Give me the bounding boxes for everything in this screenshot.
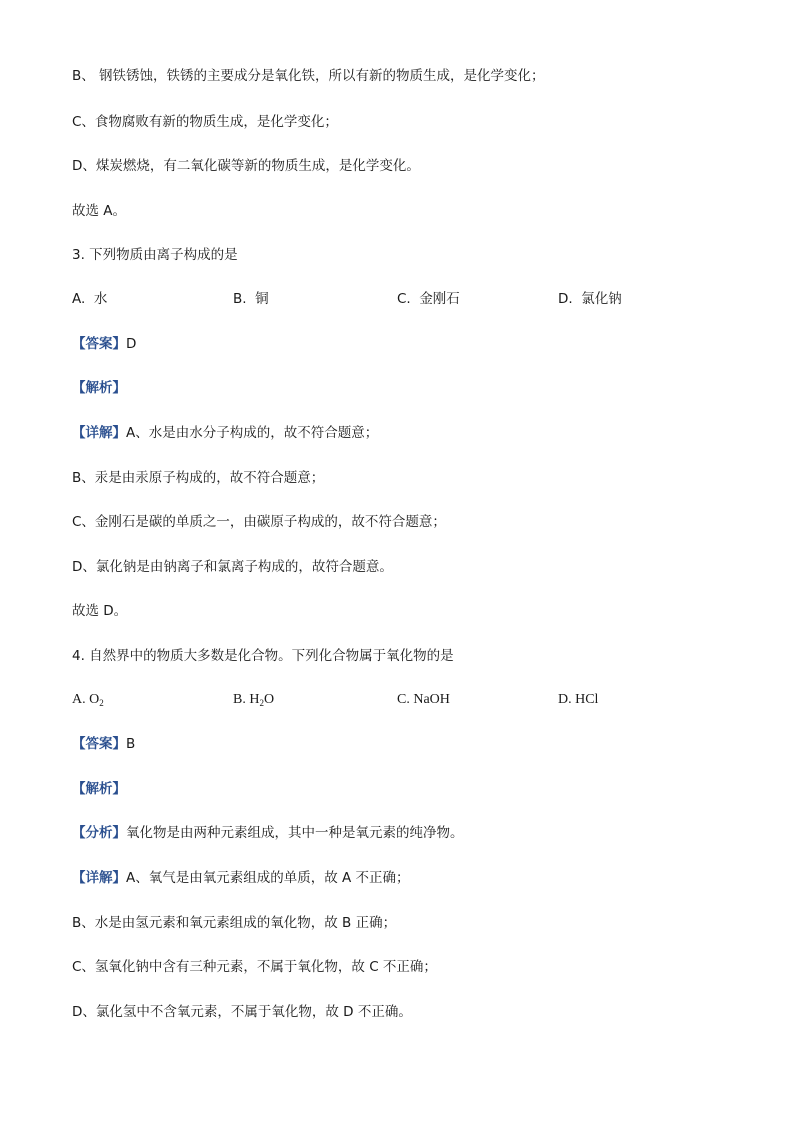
fenxi-text: 氧化物是由两种元素组成，其中一种是氧元素的纯净物。 bbox=[126, 825, 464, 841]
q3-analysis-heading bbox=[72, 379, 126, 397]
formula-main: O bbox=[89, 692, 100, 707]
analysis-tag: 【解析】 bbox=[72, 380, 126, 396]
q4-option-a bbox=[72, 691, 104, 709]
option-text: 金刚石 bbox=[419, 291, 460, 307]
option-letter: A. bbox=[72, 291, 86, 307]
option-text: 氯化钠 bbox=[581, 291, 622, 307]
option-text: 水 bbox=[93, 291, 108, 307]
q4-answer bbox=[72, 735, 135, 753]
formula-tail: O bbox=[263, 692, 275, 707]
formula-main: H bbox=[249, 692, 260, 707]
option-letter: D. bbox=[558, 291, 573, 307]
analysis-tag: 【解析】 bbox=[72, 781, 126, 797]
answer-value: D bbox=[126, 336, 137, 352]
q3-option-d bbox=[558, 290, 622, 308]
q2-option-b-explanation: B、 钢铁锈蚀，铁锈的主要成分是氧化铁，所以有新的物质生成，是化学变化； bbox=[72, 68, 545, 84]
q3-detail-b: B、汞是由汞原子构成的，故不符合题意； bbox=[72, 470, 325, 486]
q3-option-b bbox=[233, 290, 269, 308]
q3-detail-d: D、氯化钠是由钠离子和氯离子构成的，故符合题意。 bbox=[72, 559, 393, 575]
q4-stem: 4. 自然界中的物质大多数是化合物。下列化合物属于氧化物的是 bbox=[72, 648, 454, 664]
answer-tag: 【答案】 bbox=[72, 736, 126, 752]
formula-subscript: 2 bbox=[259, 698, 264, 708]
option-letter: B. bbox=[233, 692, 246, 707]
option-letter: A. bbox=[72, 692, 86, 707]
detail-tag: 【详解】 bbox=[72, 870, 126, 886]
fenxi-tag: 【分析】 bbox=[72, 825, 126, 841]
q4-option-b bbox=[233, 691, 274, 709]
q3-stem: 3. 下列物质由离子构成的是 bbox=[72, 247, 238, 263]
detail-text: A、水是由水分子构成的，故不符合题意； bbox=[126, 425, 379, 441]
q3-detail-c: C、金刚石是碳的单质之一，由碳原子构成的，故不符合题意； bbox=[72, 514, 446, 530]
option-letter: C. bbox=[397, 291, 411, 307]
answer-value: B bbox=[126, 736, 136, 752]
q4-analysis-heading bbox=[72, 780, 126, 798]
q4-detail-a bbox=[72, 869, 410, 887]
option-text: 铜 bbox=[255, 291, 269, 307]
detail-text: A、氧气是由氧元素组成的单质，故 A 不正确； bbox=[126, 870, 410, 886]
q4-option-d: D. HCl bbox=[558, 692, 599, 707]
q3-detail-a bbox=[72, 424, 378, 442]
q3-option-c bbox=[397, 290, 460, 308]
answer-tag: 【答案】 bbox=[72, 336, 126, 352]
q3-option-a bbox=[72, 290, 107, 308]
formula-subscript: 2 bbox=[99, 698, 104, 708]
detail-tag: 【详解】 bbox=[72, 425, 126, 441]
q4-option-c: C. NaOH bbox=[397, 692, 450, 707]
option-letter: B. bbox=[233, 291, 247, 307]
q4-detail-b: B、水是由氢元素和氧元素组成的氧化物，故 B 正确； bbox=[72, 915, 397, 931]
q4-fenxi bbox=[72, 824, 464, 842]
q2-option-c-explanation: C、食物腐败有新的物质生成，是化学变化； bbox=[72, 114, 338, 130]
q4-detail-d: D、氯化氢中不含氧元素，不属于氧化物，故 D 不正确。 bbox=[72, 1004, 412, 1020]
q4-detail-c: C、氢氧化钠中含有三种元素，不属于氧化物，故 C 不正确； bbox=[72, 959, 437, 975]
q2-conclusion: 故选 A。 bbox=[72, 203, 127, 219]
q2-option-d-explanation: D、煤炭燃烧，有二氧化碳等新的物质生成，是化学变化。 bbox=[72, 158, 420, 174]
q3-answer bbox=[72, 335, 136, 353]
q3-conclusion: 故选 D。 bbox=[72, 603, 128, 619]
